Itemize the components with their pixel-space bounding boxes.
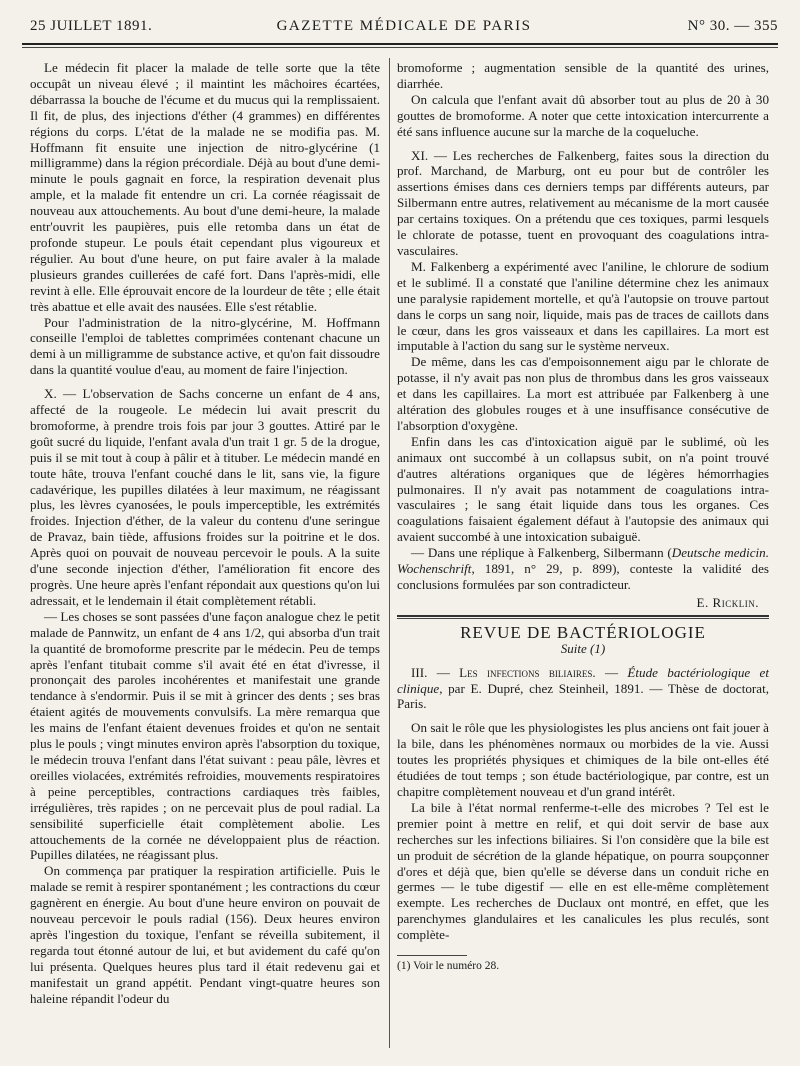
- paragraph: M. Falkenberg a expérimenté avec l'aniline, le chlorure de sodium et le sublimé. Il a constaté que l'aniline détermine chez les animaux une paralysie rapidement mortelle, et qu'à l'autopsie on trouve partout dans le corps un sang noir, liquide, mais pas de traces de caillots dans le cœur, dans les gros vaisseaux et dans les capillaires. La mort est imputable à l'action du sang sur le système nerveux.: [397, 258, 769, 354]
- paragraph: Le médecin fit placer la malade de telle sorte que la tête occupât un niveau élevé ; il maintint les mâchoires écartées, débarrassa la bouche de l'écume et du mucus qui la remplissaient. Il fit, de plus, des injections d'éther (4 grammes) en différentes régions du corps. L'état de la malade ne se modifia pas. M. Hoffmann fit ensuite une injection de nitro-glycérine (1 milligramme) dans la région précordiale. Déjà au bout d'une demi-minute le pouls gagnait en force, la respiration devenait plus ample, et la malade fit entendre un cri. La cornée réagissait de nouveau aux attouchements. Au bout d'une demi-heure, la malade entr'ouvrit les paupières, puis elle retomba dans un état de profonde stupeur. Le pouls était cependant plus vigoureux et régulier. Au bout d'une heure, on put faire avaler à la malade plusieurs grandes cuillerées de café fort. Dans l'après-midi, elle revint à elle. Elle éprouvait encore de la lourdeur de tête ; elle était très abattue et elle avait des nausées. Elle s'est rétablie.: [30, 60, 380, 314]
- paragraph: bromoforme ; augmentation sensible de la quantité des urines, diarrhée.: [397, 60, 769, 91]
- paragraph: Pour l'administration de la nitro-glycérine, M. Hoffmann conseille l'emploi de tablettes comprimées contenant chacune un demi à un milligramme de substance active, et qu'on fait dissoudre dans la quantité voulue d'eau, au moment de faire l'injection.: [30, 314, 380, 378]
- paragraph: On commença par pratiquer la respiration artificielle. Puis le malade se remit à respirer spontanément ; les contractions du cœur gagnèrent en énergie. Au bout d'une heure environ on pouvait de nouveau percevoir le pouls radial (156). Deux heures environ après l'ingestion du toxique, l'enfant se réveilla subitement, il regarda tout étonné autour de lui, et but avidement du café qu'on lui présenta. Quelques heures plus tard il était redevenu gai et manifestait un grand appétit. Pendant vingt-quatre heures son haleine répandit l'odeur du: [30, 863, 380, 1006]
- paragraph: — Dans une réplique à Falkenberg, Silbermann (Deutsche medicin. Wochenschrift, 1891, n° 29, p. 899), conteste la validité des conclusions formulées par son contradicteur.: [397, 545, 769, 592]
- header-rule-thin: [22, 47, 778, 48]
- author-signature: E. Ricklin.: [696, 594, 759, 610]
- paragraph: X. — L'observation de Sachs concerne un enfant de 4 ans, affecté de la rougeole. Le médecin lui avait prescrit du bromoforme, à prendre trois fois par jour 3 gouttes. Attiré par le goût sucré du liquide, l'enfant avala d'un trait 1 gr. 5 de la drogue, puis il se mit tout à coup à pâlir et à tituber. Le médecin mandé en toute hâte, trouva l'enfant couché dans le lit, sans vie, la figure cadavérique, les pupilles dilatées à leur maximum, ne réagissant plus, les lèvres cyanosées, le pouls imperceptible, les extrémités froides. Injection d'éther, de la valeur du contenu d'une seringue de Pravaz, bain tiède, affusions froides sur la poitrine et le dos. Après quoi on pouvait de nouveau percevoir le pouls. A la suite d'une seconde injection d'éther, l'amélioration fit encore des progrès. Une heure après l'enfant répondait aux questions qu'on lui adressait, et le lendemain il était complètement rétabli.: [30, 386, 380, 608]
- column-divider: [389, 58, 390, 1048]
- issue-date: 25 JUILLET 1891.: [30, 18, 153, 34]
- paragraph: De même, dans les cas d'empoisonnement aigu par le chlorate de potasse, il n'y avait pas non plus de thrombus dans les gros vaisseaux et dans les capillaires. La mort est attribuée par Falkenberg à une altération des globules rouges et à une insuffisance consécutive de l'absorption d'oxygène.: [397, 354, 769, 433]
- work-title: Étude bactériologique et clinique: [397, 664, 769, 696]
- journal-reference: Deutsche medicin. Wochenschrift: [397, 545, 769, 577]
- header-rule: [22, 43, 778, 45]
- paragraph: On sait le rôle que les physiologistes les plus anciens ont fait jouer à la bile, dans les phénomènes normaux ou morbides de la vie. Aussi toutes les propriétés physiques et chimiques de la bile ont-elles été étudiées de tout temps ; son étude bactériologique, par contre, est un chapitre complètement nouveau et d'un grand intérêt.: [397, 720, 769, 799]
- paragraph: La bile à l'état normal renferme-t-elle des microbes ? Tel est le premier point à mettre en relif, et qui doit servir de base aux recherches sur les infections biliaires. Si l'on considère que la bile est un produit de sécrétion de la glande hépatique, on pourra soupçonner d'ores et déjà que, bien qu'elle se déverse dans un conduit riche en germes — le tube digestif — elle en est elle-même complètement exempte. Les recherches de Duclaux ont montré, en effet, que les parenchymes glandulaires et les canalicules les plus reculés, sont complète-: [397, 799, 769, 943]
- section-title: REVUE DE BACTÉRIOLOGIE: [460, 622, 706, 642]
- journal-title: GAZETTE MÉDICALE DE PARIS: [276, 18, 532, 34]
- paragraph: III. — Les infections biliaires. — Étude bactériologique et clinique, par E. Dupré, chez Steinheil, 1891. — Thèse de doctorat, Paris.: [397, 664, 769, 712]
- section-subtitle: Suite (1): [560, 640, 606, 656]
- right-column: [397, 60, 769, 1045]
- footnote-rule: [397, 955, 467, 956]
- section-rule: [397, 615, 769, 617]
- paragraph: Enfin dans les cas d'intoxication aiguë par le sublimé, où les animaux ont succombé à un collapsus subit, on n'a point trouvé d'autres altérations organiques que de légères hémorrhagies pulmonaires. Il n'y avait pas notamment de coagulations intra-vasculaires ; le sang était liquide dans tous les organes. Ces coagulations faisaient également défaut à l'autopsie des animaux qui avaient succombé à une intoxication subaiguë.: [397, 433, 769, 545]
- paragraph: XI. — Les recherches de Falkenberg, faites sous la direction du prof. Marchand, de Marburg, ont eu pour but de contrôler les assertions émises dans ces derniers temps par différents auteurs, par Silbermann entre autres, relativement au mécanisme de la mort causée par certains toxiques. On a prétendu que ces toxiques, parmi lesquels le chlorate de potasse, tuent en provoquant des coagulations intra-vasculaires.: [397, 147, 769, 258]
- section-rule-thin: [397, 618, 769, 619]
- page-header: [30, 18, 778, 42]
- left-column: [30, 60, 380, 1045]
- issue-page-number: N° 30. — 355: [687, 18, 778, 34]
- footnote: (1) Voir le numéro 28.: [397, 960, 500, 973]
- paragraph: On calcula que l'enfant avait dû absorber tout au plus de 20 à 30 gouttes de bromoforme. A noter que cette intoxication intercurrente a été sans influence aucune sur la marche de la coqueluche.: [397, 91, 769, 139]
- paragraph: — Les choses se sont passées d'une façon analogue chez le petit malade de Pannwitz, un enfant de 4 ans 1/2, qui absorba d'un trait la quantité de bromoforme prescrite par le médecin. Peu de temps après l'enfant titubait comme s'il avait été en état d'ivresse, il prononçait des paroles incohérentes et manifestait une grande tendance à s'endormir. Puis il se mit à grincer des dents ; ses bras étaient agités de mouvements convulsifs. La mère remarqua que les mains de l'enfant étaient devenues froides et qu'on ne sentait plus le pouls ; vingt minutes environ après l'absorption du toxique, le médecin trouva l'enfant dans l'état suivant : peau pâle, lèvres et oreilles violacées, extrémités refroidies, mouvements respiratoires à peine perceptibles, contractions cardiaques très faibles, irrégulières, très rapides ; on ne percevait plus de poul radial. La sensibilité superficielle était complètement abolie. Les attouchements de la cornée ne développaient plus de réaction. Pupilles dilatées, ne réagissant plus.: [30, 608, 380, 863]
